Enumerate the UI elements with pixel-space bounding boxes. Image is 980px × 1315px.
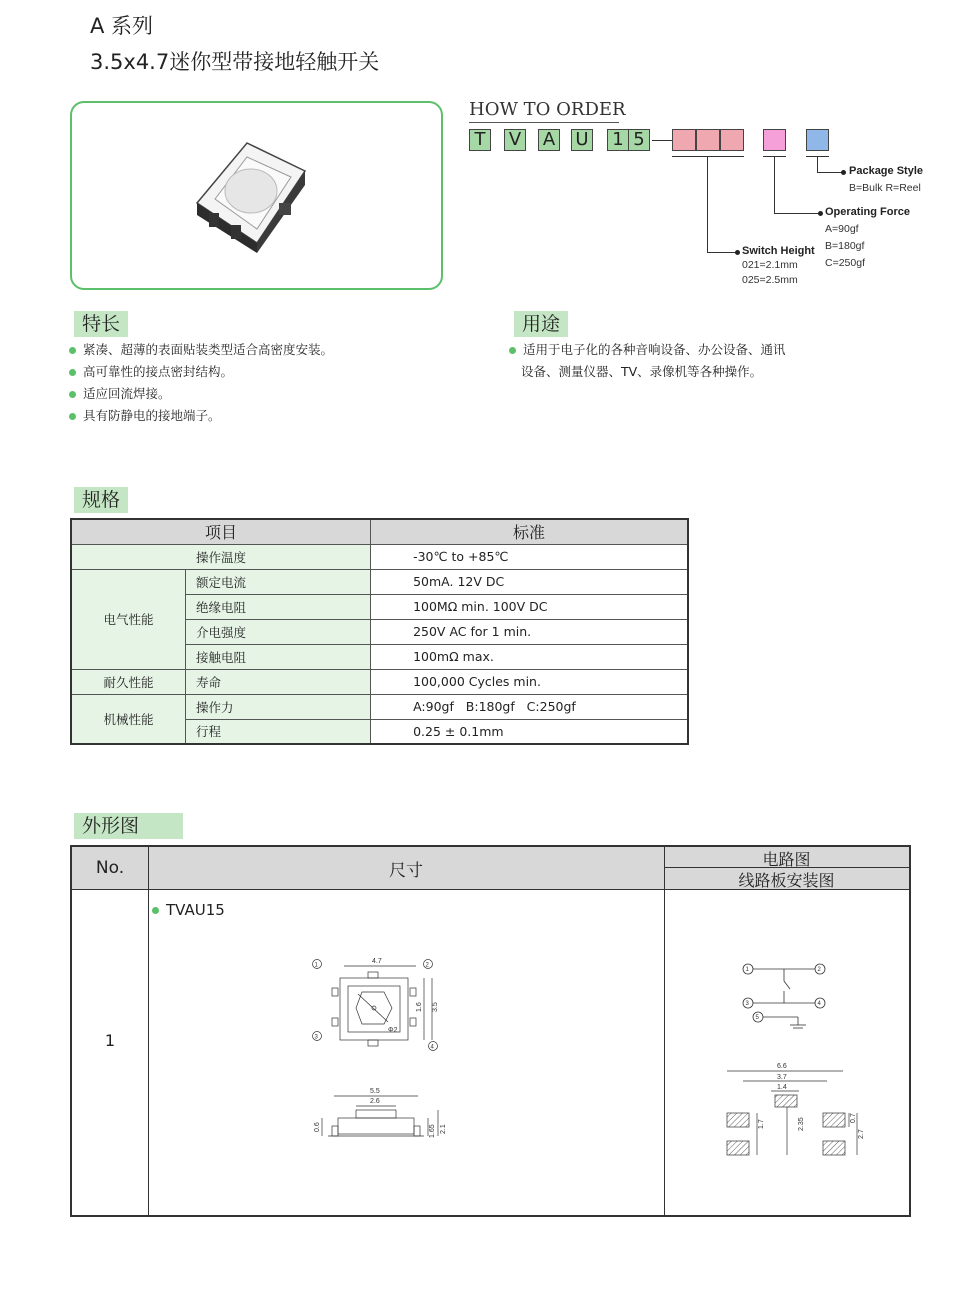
- spec-label: 寿命: [185, 669, 370, 694]
- connector-line: [652, 140, 672, 141]
- height-leader-h: [707, 252, 737, 253]
- op-temp-label: 操作温度: [71, 544, 371, 569]
- pcb-dim-07: 0.7: [850, 1113, 857, 1123]
- height-box-2: [696, 129, 720, 151]
- dim-top-w: 4.7: [372, 958, 382, 965]
- package-style-label: Package Style: [849, 165, 923, 177]
- table-row: [71, 569, 688, 594]
- model-name: TVAU15: [152, 899, 980, 921]
- code-v: V: [504, 129, 526, 151]
- height-leader-dot: [735, 250, 740, 255]
- height-bracket: [672, 156, 744, 157]
- spec-label: 行程: [185, 719, 370, 744]
- feature-item: 具有防静电的接地端子。: [69, 405, 333, 427]
- code-1: 1: [607, 129, 629, 151]
- force-option-c: C=250gf: [825, 257, 865, 269]
- how-to-order-title: HOW TO ORDER: [469, 99, 626, 120]
- operating-force-label: Operating Force: [825, 206, 910, 218]
- pcb-mounting-drawing: [717, 1059, 867, 1169]
- package-leader-dot: [841, 170, 846, 175]
- height-box-3: [720, 129, 744, 151]
- operating-force-options: [825, 221, 865, 272]
- spec-col-item: 项目: [71, 519, 371, 544]
- feature-item: 高可靠性的接点密封结构。: [69, 361, 333, 383]
- usage-line-2: 设备、测量仪器、TV、录像机等各种操作。: [521, 364, 763, 379]
- switch-product-illustration: [187, 133, 317, 253]
- code-t: T: [469, 129, 491, 151]
- spec-label: 接触电阻: [185, 644, 370, 669]
- code-u: U: [571, 129, 593, 151]
- how-to-order-underline: [469, 122, 619, 123]
- dim-h35: 3.5: [432, 1002, 439, 1012]
- table-row: [71, 669, 688, 694]
- feature-item: 适应回流焊接。: [69, 383, 333, 405]
- height-option-021: 021=2.1mm: [742, 259, 798, 271]
- pcb-dim-17: 1.7: [758, 1119, 765, 1129]
- pcb-dim-235: 2.35: [798, 1117, 805, 1131]
- usage-line-1: 适用于电子化的各种音响设备、办公设备、通讯: [509, 339, 786, 361]
- package-leader-v: [817, 156, 818, 172]
- code-5: 5: [628, 129, 650, 151]
- pcb-dim-66: 6.6: [777, 1063, 787, 1070]
- dim-phi: Φ2: [388, 1027, 398, 1034]
- spec-value: 0.25 ± 0.1mm: [371, 719, 688, 744]
- spec-value: 250V AC for 1 min.: [371, 619, 688, 644]
- force-option-a: A=90gf: [825, 223, 859, 235]
- features-list: [69, 339, 333, 427]
- spec-col-standard: 标准: [371, 519, 688, 544]
- spec-value: 100,000 Cycles min.: [371, 669, 688, 694]
- col-no-header: No.: [95, 858, 125, 878]
- dim-side-55: 5.5: [370, 1088, 380, 1095]
- table-row: [71, 544, 688, 569]
- series-title: A 系列: [90, 14, 154, 38]
- package-leader-h: [817, 172, 843, 173]
- table-row: [71, 694, 688, 719]
- top-view-drawing: [304, 952, 449, 1057]
- height-box-1: [672, 129, 696, 151]
- op-temp-value: -30℃ to +85℃: [371, 544, 688, 569]
- col-divider: [148, 847, 149, 1215]
- spec-table: [70, 518, 689, 745]
- dim-side-26: 2.6: [370, 1098, 380, 1105]
- svg-text:5: 5: [755, 1015, 759, 1021]
- product-subtitle: 3.5x4.7迷你型带接地轻触开关: [90, 50, 380, 74]
- durability-group: 耐久性能: [71, 669, 185, 694]
- force-leader-h: [774, 213, 820, 214]
- svg-text:4: 4: [817, 1001, 821, 1007]
- spec-label: 额定电流: [185, 569, 370, 594]
- spec-value: A:90gf B:180gf C:250gf: [371, 694, 688, 719]
- pcb-dim-14: 1.4: [777, 1084, 787, 1091]
- svg-text:3: 3: [745, 1001, 749, 1007]
- row-number: 1: [104, 1031, 116, 1050]
- electrical-group: 电气性能: [71, 569, 185, 669]
- spec-label: 介电强度: [185, 619, 370, 644]
- spec-value: 100MΩ min. 100V DC: [371, 594, 688, 619]
- svg-text:1: 1: [745, 967, 749, 973]
- side-view-drawing: [304, 1082, 449, 1162]
- features-title: 特长: [74, 311, 128, 337]
- force-leader-v: [774, 156, 775, 213]
- svg-text:2: 2: [425, 962, 429, 969]
- outline-title: 外形图: [74, 813, 183, 839]
- svg-text:2: 2: [817, 967, 821, 973]
- feature-item: 紧凑、超薄的表面贴装类型适合高密度安装。: [69, 339, 333, 361]
- col-circuit-header: 电路图: [762, 850, 811, 869]
- svg-text:4: 4: [430, 1044, 434, 1051]
- force-option-b: B=180gf: [825, 240, 865, 252]
- pcb-dim-37: 3.7: [777, 1074, 787, 1081]
- col-dim-header: 尺寸: [389, 861, 423, 881]
- package-box: [806, 129, 829, 151]
- dim-side-165: 1.65: [429, 1124, 436, 1138]
- package-style-options: B=Bulk R=Reel: [849, 182, 921, 194]
- col-pcb-header: 线路板安装图: [738, 871, 835, 890]
- pcb-dim-27: 2.7: [858, 1129, 865, 1139]
- usage-title: 用途: [514, 311, 568, 337]
- product-image-frame: [70, 101, 443, 290]
- force-leader-dot: [818, 211, 823, 216]
- dim-side-06: 0.6: [314, 1122, 321, 1132]
- svg-text:1: 1: [314, 962, 318, 969]
- height-option-025: 025=2.5mm: [742, 274, 798, 286]
- spec-value: 50mA. 12V DC: [371, 569, 688, 594]
- spec-label: 绝缘电阻: [185, 594, 370, 619]
- spec-value: 100mΩ max.: [371, 644, 688, 669]
- switch-height-options: [742, 258, 798, 288]
- code-a: A: [538, 129, 560, 151]
- height-leader-v: [707, 156, 708, 252]
- spec-title: 规格: [74, 487, 128, 513]
- switch-height-label: Switch Height: [742, 245, 815, 257]
- dim-h16: 1.6: [416, 1002, 423, 1012]
- dim-side-21: 2.1: [440, 1124, 447, 1134]
- outline-table: [70, 845, 911, 1217]
- mechanical-group: 机械性能: [71, 694, 185, 744]
- spec-label: 操作力: [185, 694, 370, 719]
- force-box: [763, 129, 786, 151]
- svg-text:3: 3: [314, 1034, 318, 1041]
- usage-text: [509, 339, 786, 383]
- circuit-diagram: [738, 955, 838, 1035]
